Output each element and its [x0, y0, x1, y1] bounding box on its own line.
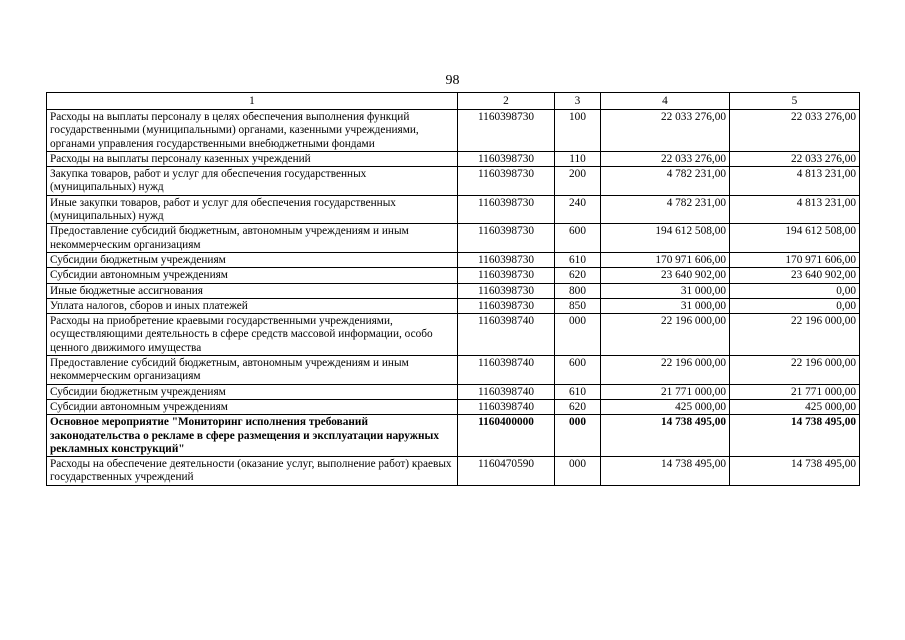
- row-target-article-cell: 1160398730: [458, 283, 555, 298]
- table-row: [47, 167, 860, 196]
- row-expense-type-cell: 600: [555, 356, 601, 385]
- row-target-article-cell: 1160398730: [458, 151, 555, 166]
- row-expense-type-cell: 610: [555, 384, 601, 399]
- row-amount-col4-cell: 23 640 902,00: [601, 268, 730, 283]
- header-col-3: 3: [555, 93, 601, 110]
- row-target-article-cell: 1160398740: [458, 399, 555, 414]
- row-amount-col4-cell: 22 196 000,00: [601, 356, 730, 385]
- row-expense-type-cell: 240: [555, 195, 601, 224]
- table-row: [47, 415, 860, 457]
- header-row: [47, 93, 860, 110]
- header-col-5: 5: [730, 93, 860, 110]
- table-row: [47, 252, 860, 267]
- row-amount-col4-cell: 22 196 000,00: [601, 314, 730, 356]
- row-name-cell: Предоставление субсидий бюджетным, автономным учреждениям и иным некоммерческим организациям: [47, 356, 458, 385]
- header-col-2: 2: [458, 93, 555, 110]
- row-name-cell: Субсидии автономным учреждениям: [47, 268, 458, 283]
- table-row: [47, 399, 860, 414]
- table-row: [47, 298, 860, 313]
- row-expense-type-cell: 000: [555, 415, 601, 457]
- header-col-1: 1: [47, 93, 458, 110]
- row-name-cell: Закупка товаров, работ и услуг для обеспечения государственных (муниципальных) нужд: [47, 167, 458, 196]
- row-amount-col5-cell: 22 033 276,00: [730, 151, 860, 166]
- row-amount-col5-cell: 22 033 276,00: [730, 110, 860, 152]
- row-target-article-cell: 1160398740: [458, 314, 555, 356]
- row-expense-type-cell: 000: [555, 314, 601, 356]
- table-row: [47, 314, 860, 356]
- row-target-article-cell: 1160470590: [458, 457, 555, 486]
- row-name-cell: Уплата налогов, сборов и иных платежей: [47, 298, 458, 313]
- table-row: [47, 151, 860, 166]
- budget-table: [46, 92, 860, 486]
- header-col-4: 4: [601, 93, 730, 110]
- table-row: [47, 110, 860, 152]
- table-row: [47, 283, 860, 298]
- row-amount-col4-cell: 22 033 276,00: [601, 110, 730, 152]
- row-expense-type-cell: 610: [555, 252, 601, 267]
- table-body: [47, 110, 860, 486]
- row-amount-col4-cell: 4 782 231,00: [601, 195, 730, 224]
- row-expense-type-cell: 110: [555, 151, 601, 166]
- row-name-cell: Расходы на приобретение краевыми государственными учреждениями, осуществляющими деятельность в сфере средств массовой информации, особо ценного движимого имущества: [47, 314, 458, 356]
- row-target-article-cell: 1160398730: [458, 167, 555, 196]
- row-target-article-cell: 1160398740: [458, 356, 555, 385]
- row-name-cell: Расходы на обеспечение деятельности (оказание услуг, выполнение работ) краевых государственных учреждений: [47, 457, 458, 486]
- row-amount-col5-cell: 21 771 000,00: [730, 384, 860, 399]
- row-amount-col5-cell: 170 971 606,00: [730, 252, 860, 267]
- row-expense-type-cell: 850: [555, 298, 601, 313]
- row-expense-type-cell: 800: [555, 283, 601, 298]
- row-expense-type-cell: 000: [555, 457, 601, 486]
- row-name-cell: Предоставление субсидий бюджетным, автономным учреждениям и иным некоммерческим организациям: [47, 224, 458, 253]
- row-target-article-cell: 1160398730: [458, 298, 555, 313]
- table-row: [47, 457, 860, 486]
- row-name-cell: Субсидии автономным учреждениям: [47, 399, 458, 414]
- table-row: [47, 356, 860, 385]
- row-name-cell: Иные закупки товаров, работ и услуг для обеспечения государственных (муниципальных) нужд: [47, 195, 458, 224]
- row-name-cell: Расходы на выплаты персоналу казенных учреждений: [47, 151, 458, 166]
- row-target-article-cell: 1160398740: [458, 384, 555, 399]
- row-amount-col4-cell: 14 738 495,00: [601, 415, 730, 457]
- row-target-article-cell: 1160398730: [458, 110, 555, 152]
- row-amount-col4-cell: 31 000,00: [601, 298, 730, 313]
- row-target-article-cell: 1160398730: [458, 252, 555, 267]
- table-row: [47, 224, 860, 253]
- row-amount-col5-cell: 14 738 495,00: [730, 457, 860, 486]
- row-expense-type-cell: 100: [555, 110, 601, 152]
- row-amount-col5-cell: 0,00: [730, 298, 860, 313]
- row-amount-col4-cell: 194 612 508,00: [601, 224, 730, 253]
- row-target-article-cell: 1160398730: [458, 224, 555, 253]
- row-amount-col4-cell: 4 782 231,00: [601, 167, 730, 196]
- row-amount-col4-cell: 170 971 606,00: [601, 252, 730, 267]
- table-header: [47, 93, 860, 110]
- row-amount-col5-cell: 23 640 902,00: [730, 268, 860, 283]
- row-expense-type-cell: 200: [555, 167, 601, 196]
- row-expense-type-cell: 620: [555, 399, 601, 414]
- row-amount-col5-cell: 0,00: [730, 283, 860, 298]
- row-amount-col4-cell: 31 000,00: [601, 283, 730, 298]
- table-row: [47, 384, 860, 399]
- row-amount-col5-cell: 425 000,00: [730, 399, 860, 414]
- row-target-article-cell: 1160400000: [458, 415, 555, 457]
- row-amount-col4-cell: 22 033 276,00: [601, 151, 730, 166]
- row-amount-col5-cell: 4 813 231,00: [730, 195, 860, 224]
- row-amount-col5-cell: 4 813 231,00: [730, 167, 860, 196]
- row-amount-col5-cell: 22 196 000,00: [730, 314, 860, 356]
- row-amount-col5-cell: 22 196 000,00: [730, 356, 860, 385]
- row-name-cell: Субсидии бюджетным учреждениям: [47, 252, 458, 267]
- row-amount-col5-cell: 194 612 508,00: [730, 224, 860, 253]
- row-name-cell: Иные бюджетные ассигнования: [47, 283, 458, 298]
- row-amount-col5-cell: 14 738 495,00: [730, 415, 860, 457]
- row-expense-type-cell: 600: [555, 224, 601, 253]
- row-name-cell: Основное мероприятие "Мониторинг исполнения требований законодательства о рекламе в сфере размещения и эксплуатации наружных рекламных конструкций": [47, 415, 458, 457]
- row-amount-col4-cell: 425 000,00: [601, 399, 730, 414]
- row-amount-col4-cell: 21 771 000,00: [601, 384, 730, 399]
- row-target-article-cell: 1160398730: [458, 195, 555, 224]
- row-amount-col4-cell: 14 738 495,00: [601, 457, 730, 486]
- table-row: [47, 195, 860, 224]
- row-name-cell: Субсидии бюджетным учреждениям: [47, 384, 458, 399]
- page-number: 98: [445, 73, 460, 88]
- row-target-article-cell: 1160398730: [458, 268, 555, 283]
- row-expense-type-cell: 620: [555, 268, 601, 283]
- table-row: [47, 268, 860, 283]
- row-name-cell: Расходы на выплаты персоналу в целях обеспечения выполнения функций государственными (муниципальными) органами, казенными учреждениями, органами управления государственными внебюджетными фондами: [47, 110, 458, 152]
